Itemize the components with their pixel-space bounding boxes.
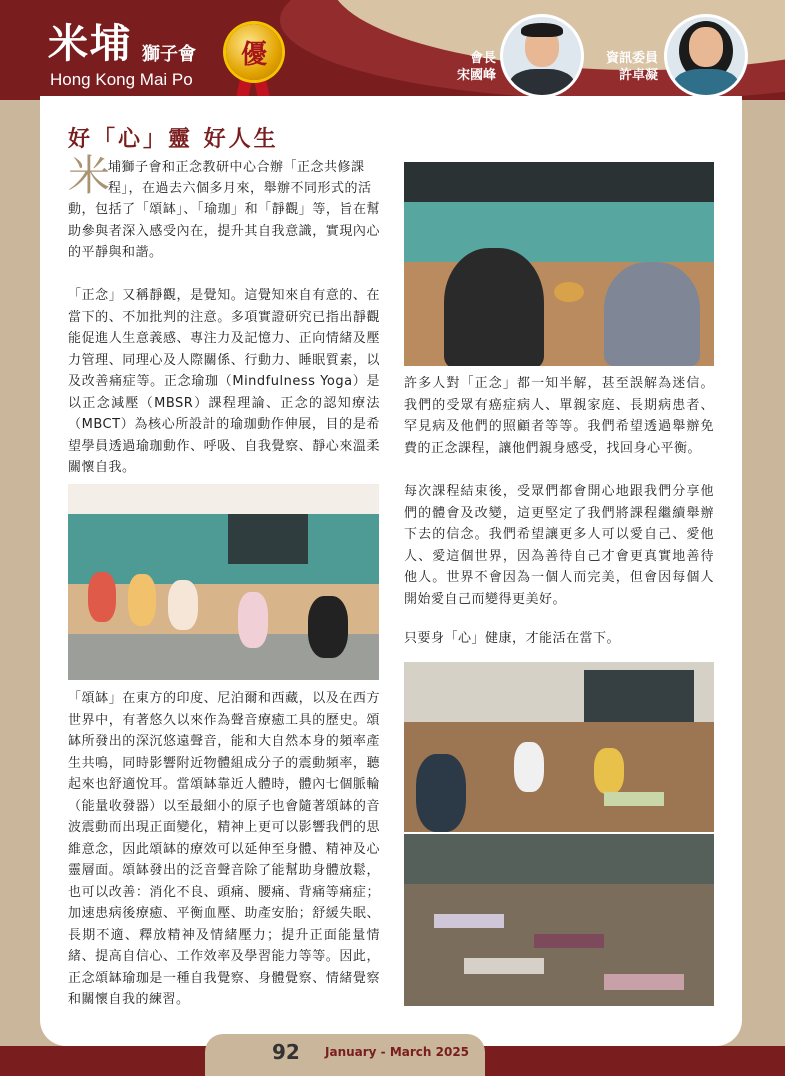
paragraph-2: 「正念」又稱靜觀，是覺知。這覺知來自有意的、在當下的、不加批判的注意。多項實證研究已指出靜觀能促進人生意義感、專注力及記憶力、正向情緒及壓力管理、同理心及人際關係、行動力、睡眠質素，以及改善痛症等。正念瑜珈（Mindfulness Yoga）是以正念減壓（MBSR）課程理論、正念的認知療法（MBCT）為核心所設計的瑜珈動作伸展，目的是希望學員透過瑜珈動作、呼吸、自我覺察、靜心來溫柔關懷自我。 (68, 288, 380, 475)
excellence-medal-icon (226, 24, 282, 80)
paragraph-6: 只要身「心」健康，才能活在當下。 (404, 631, 621, 646)
info-officer-name: 許卓凝 (618, 68, 658, 83)
paragraph-3: 「頌缽」在東方的印度、尼泊爾和西藏，以及在西方世界中，有著悠久以來作為聲音療癒工具的歷史。頌缽所發出的深沉悠遠聲音，能和大自然本身的頻率產生共鳴，同時影響附近物體組成分子的震動頻率，聽起來也舒適悅耳。當頌缽靠近人體時，體內七個脈輪（能量收發器）以至最細小的原子也會隨著頌缽的音波震動而出現正面變化，精神上更可以影響我們的思維意念，因此頌缽的療效可以延伸至身體、精神及心靈層面。頌缽發出的泛音聲音除了能幫助身體放鬆，也可以改善：消化不良、頭痛、腰痛、背痛等痛症；加速患病後療癒、平衡血壓、助產安胎；舒緩失眠、長期不適、釋放精神及情緒壓力；提升正面能量情緒、提高自信心、工作效率及學習能力等等。因此，正念頌缽瑜珈是一種自我覺察、身體覺察、情緒覺察和關懷自我的練習。 (68, 691, 380, 1007)
paragraph-1-line-2: 程」，在過去六個多月來，舉辦不同形式的活 (108, 181, 372, 196)
drop-cap: 米 (68, 151, 111, 200)
article-title: 好「心」靈 好人生 (68, 127, 279, 152)
info-officer-portrait (664, 14, 748, 98)
club-name-cn: 米埔 (48, 21, 132, 67)
president-caption (440, 50, 496, 84)
president-name: 宋國峰 (456, 68, 496, 83)
club-suffix-cn: 獅子會 (142, 44, 196, 65)
president-role: 會長 (469, 51, 496, 66)
yoga-class-photo-3 (404, 834, 714, 1006)
info-officer-role: 資訊委員 (605, 51, 658, 66)
singing-bowl-group-photo (68, 484, 379, 680)
issue-date: January - March 2025 (325, 1045, 470, 1059)
paragraph-1: 動，包括了「頌缽」、「瑜珈」和「靜觀」等，旨在幫助參與者深入感受內在，提升其自我意識，實現內心的平靜與和諧。 (68, 202, 380, 260)
yoga-class-photo-2 (404, 662, 714, 832)
paragraph-5: 每次課程結束後，受眾們都會開心地跟我們分享他們的體會及改變，這更堅定了我們將課程繼續舉辦下去的信念。我們希望讓更多人可以愛自己、愛他人、愛這個世界，因為善待自己才會更真實地善待他人。世界不會因為一個人而完美，但會因每個人開始愛自己而變得更美好。 (404, 484, 714, 607)
club-name-en: Hong Kong Mai Po (50, 70, 193, 89)
info-officer-caption (588, 50, 658, 84)
page-number: 92 (272, 1040, 300, 1064)
medal-label: 優 (240, 39, 267, 70)
paragraph-4: 許多人對「正念」都一知半解，甚至誤解為迷信。我們的受眾有癌症病人、單親家庭、長期病患者、罕見病及他們的照顧者等等。我們希望透過舉辦免費的正念課程，讓他們親身感受，找回身心平衡。 (404, 376, 714, 456)
paragraph-1-line-1: 埔獅子會和正念教研中心合辦「正念共修課 (108, 160, 365, 175)
president-portrait (500, 14, 584, 98)
yoga-class-photo-1 (404, 162, 714, 366)
